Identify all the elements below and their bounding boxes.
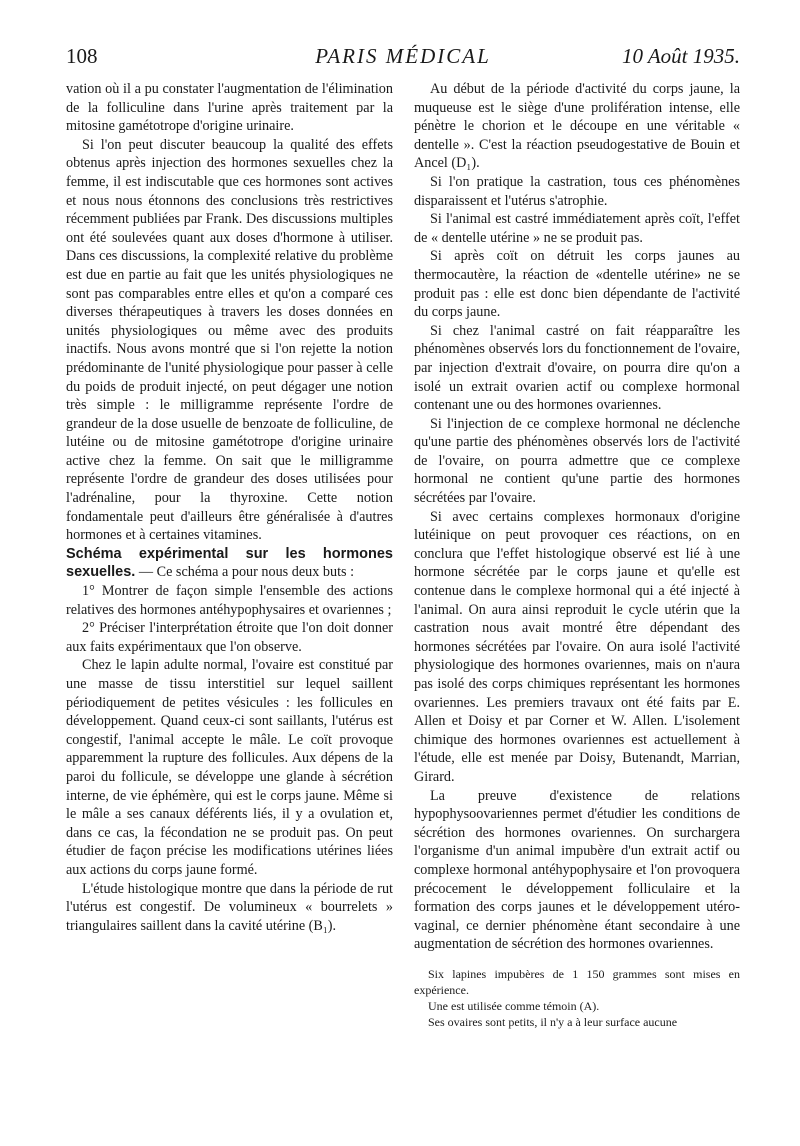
paragraph: vation où il a pu constater l'augmentation de l'élimination de la folliculine dans l'urine après traitement par la mitosine gamétotrope d'origine urinaire. (66, 81, 393, 135)
journal-title: PARIS MÉDICAL (315, 44, 491, 68)
paragraph: Si l'injection de ce complexe hormonal ne déclenche qu'une partie des phénomènes observés lors de l'activité de l'ovaire, on pourra admettre que ce complexe hormonal ne contient qu'une partie des hormones sécrétées par l'ovaire. (414, 415, 740, 507)
paragraph: Chez le lapin adulte normal, l'ovaire est constitué par une masse de tissu interstitiel sur lequel saillent périodiquement de petites vésicules : les follicules en développement. Quand ceux-ci sont saillants, l'utérus est congestif, l'animal accepte le mâle. Le coït provoque apparemment la rupture des follicules. Aux dépens de la paroi du follicule, se développe une glande à sécrétion interne, de vie éphémère, qui est le corps jaune. Même si le mâle a ses canaux déférents liés, il y a ovulation et, dans ce cas, la fécondation ne se produit pas. On peut étudier de façon précise les modifications utérines liées aux actions du corps jaune formé. (66, 657, 393, 878)
issue-date: 10 Août 1935. (621, 44, 740, 68)
paragraph: Si l'on pratique la castration, tous ces phénomènes disparaissent et l'utérus s'atrophie. (414, 173, 740, 209)
right-column (414, 80, 740, 1030)
left-column (66, 80, 393, 935)
section-title: Schéma expérimental sur les hormones sexuelles. (66, 545, 393, 581)
list-item: 2° Préciser l'interprétation étroite que l'on doit donner aux faits expérimentaux que l'on observe. (66, 620, 393, 655)
note-line: Ses ovaires sont petits, il n'y a à leur surface aucune (428, 1014, 678, 1029)
experiment-note (414, 966, 740, 1030)
running-header (66, 40, 740, 74)
paragraph: Si l'animal est castré immédiatement après coït, l'effet de « dentelle utérine » ne se produit pas. (414, 211, 740, 246)
note-line: Une est utilisée comme témoin (A). (428, 998, 600, 1013)
paragraph: Si chez l'animal castré on fait réapparaître les phénomènes observés lors du fonctionnement de l'ovaire, par injection d'extrait d'ovaire, on pourra dire qu'on a isolé un extrait ovarien actif ou complexe hormonal contenant une ou des hormones ovariennes. (414, 322, 740, 414)
section-heading-paragraph (66, 545, 393, 582)
list-item: 1° Montrer de façon simple l'ensemble des actions relatives des hormones antéhypophysaires et ovariennes ; (66, 583, 393, 618)
paragraph: Si l'on peut discuter beaucoup la qualité des effets obtenus après injection des hormones sexuelles chez la femme, il est indiscutable que ces hormones sont actives et nous nous étonnons des conclusions très restrictives récemment publiées par Frank. Des discussions multiples ont été soulevées quant aux doses d'hormone à utiliser. Dans ces discussions, la complexité relative du problème est due en partie au fait que les unités physiologiques ne sont pas comparables entre elles et qu'on a comparé ces diverses thérapeutiques à travers les doses données en unités physiologiques ou même avec des produits inactifs. Nous avons montré que si l'on rejette la notion prédominante de l'unité physiologique pour passer à celle du poids de produit injecté, on peut dégager une notion très simple : le milligramme représente l'ordre de grandeur de la dose usuelle de benzoate de folliculine, de lutéine ou de mitosine gamétotrope d'origine urinaire active chez la femme. On sait que le milligramme représente l'ordre de grandeur des doses utilisées pour l'adrénaline, pour la thyroxine. Cette notion fondamentale peut d'ailleurs être généralisée à d'autres hormones et à certaines vitamines. (66, 136, 393, 544)
paragraph: L'étude histologique montre que dans la période de rut l'utérus est congestif. De volumineux « bourrelets » triangulaires saillent dans la cavité utérine (B₁). (66, 880, 393, 934)
paragraph: La preuve d'existence de relations hypophysoovariennes permet d'étudier les conditions de sécrétion des hormones ovariennes. On surchargera l'organisme d'un animal impubère d'un extrait actif ou complexe hormonal antéhypophysaire et l'on provoquera précocement le développement folliculaire et la formation des corps jaunes et le développement utéro-vaginal, ce dernier phénomène étant secondaire à une augmentation de sécrétion des hormones ovariennes. (414, 787, 740, 953)
section-intro: — Ce schéma a pour nous deux buts : (135, 564, 355, 581)
page-number: 108 (66, 44, 98, 68)
paragraph: Si après coït on détruit les corps jaunes au thermocautère, la réaction de «dentelle utérine» ne se produit pas : elle est donc bien dépendante de l'activité du corps jaune. (414, 248, 740, 321)
paragraph: Si avec certains complexes hormonaux d'origine lutéinique on peut provoquer ces réactions, on en conclura que l'effet histologique observé est lié à une hormone sécrétée par le corps jaune et qu'elle est contenue dans le complexe hormonal qui a été injecté à l'animal. On aura ainsi reproduit le cycle utérin que la castration nous avait montré être dépendant des hormones sécrétées par l'ovaire. On aura isolé l'activité physiologique des hormones ovariennes, mais on n'aura pas isolé des corps chimiques représentant les hormones ovariennes. Les premiers travaux ont été faits par E. Allen et Doisy et par Corner et W. Allen. L'isolement chimique des hormones ovariennes est actuellement à l'étude, elle est menée par Doisy, Butenandt, Marrian, Girard. (414, 508, 740, 785)
note-line: Six lapines impubères de 1 150 grammes sont mises en expérience. (414, 966, 740, 997)
paragraph: Au début de la période d'activité du corps jaune, la muqueuse est le siège d'une prolifération intense, elle pénètre le chorion et le découpe en une véritable « dentelle ». C'est la réaction pseudogestative de Bouin et Ancel (D₁). (414, 81, 740, 172)
